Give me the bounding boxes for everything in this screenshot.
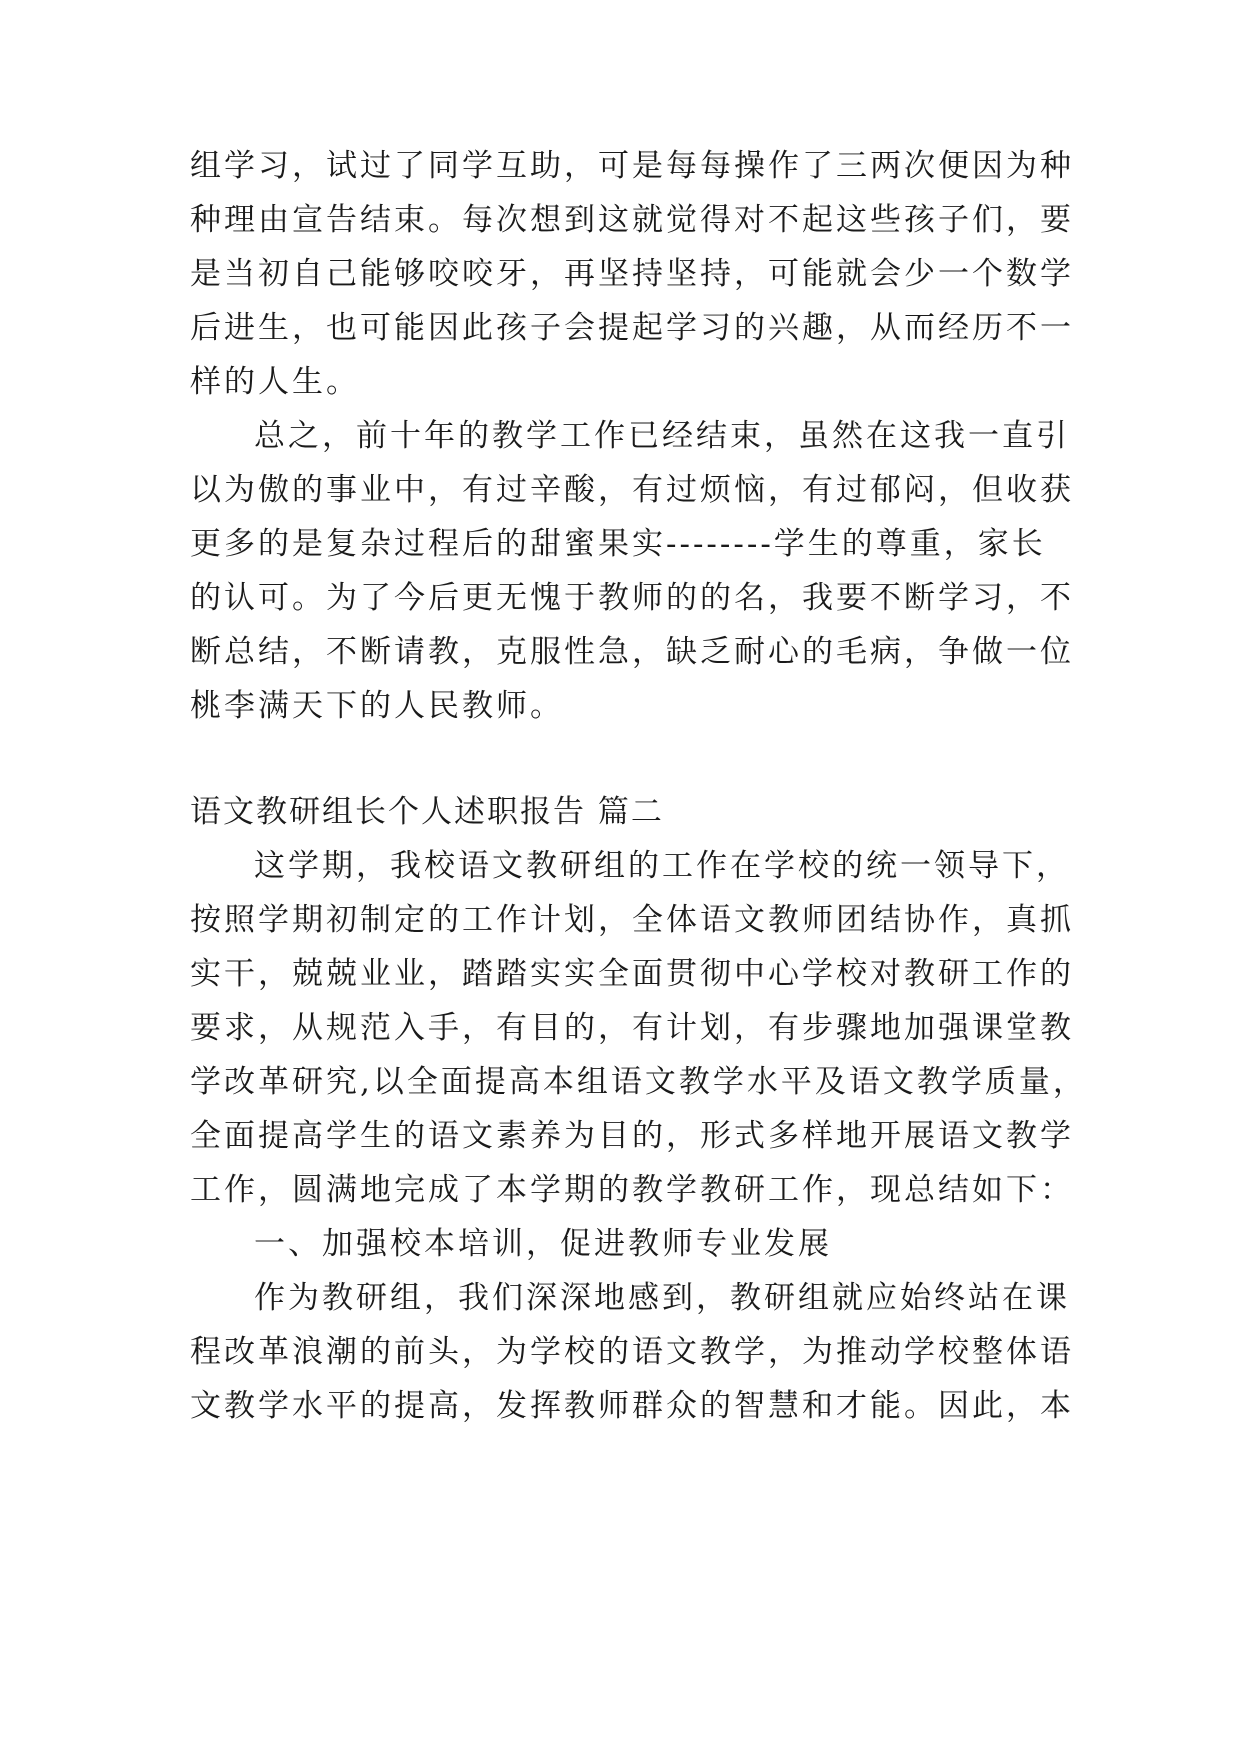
paragraph-line: 学改革研究,以全面提高本组语文教学水平及语文教学质量， xyxy=(190,1064,1087,1100)
paragraph-line: 按照学期初制定的工作计划，全体语文教师团结协作，真抓 xyxy=(190,902,1074,938)
paragraph-line: 后进生，也可能因此孩子会提起学习的兴趣，从而经历不一 xyxy=(190,310,1074,346)
paragraph-line: 文教学水平的提高，发挥教师群众的智慧和才能。因此，本 xyxy=(190,1388,1074,1424)
paragraph-line: 总之，前十年的教学工作已经结束，虽然在这我一直引 xyxy=(254,418,1070,454)
paragraph-line: 组学习，试过了同学互助，可是每每操作了三两次便因为种 xyxy=(190,148,1074,184)
paragraph-line: 要求，从规范入手，有目的，有计划，有步骤地加强课堂教 xyxy=(190,1010,1074,1046)
section-heading: 语文教研组长个人述职报告 篇二 xyxy=(190,794,664,830)
paragraph-line: 断总结，不断请教，克服性急，缺乏耐心的毛病，争做一位 xyxy=(190,634,1074,670)
paragraph-line: 是当初自己能够咬咬牙，再坚持坚持，可能就会少一个数学 xyxy=(190,256,1074,292)
paragraph-line: 全面提高学生的语文素养为目的，形式多样地开展语文教学 xyxy=(190,1118,1074,1154)
paragraph-line: 这学期，我校语文教研组的工作在学校的统一领导下， xyxy=(254,848,1070,884)
paragraph-line: 桃李满天下的人民教师。 xyxy=(190,688,564,724)
subsection-heading: 一、加强校本培训，促进教师专业发展 xyxy=(254,1226,832,1262)
paragraph-line: 的认可。为了今后更无愧于教师的的名，我要不断学习，不 xyxy=(190,580,1074,616)
paragraph-line: 以为傲的事业中，有过辛酸，有过烦恼，有过郁闷，但收获 xyxy=(190,472,1074,508)
paragraph-line: 种理由宣告结束。每次想到这就觉得对不起这些孩子们，要 xyxy=(190,202,1074,238)
paragraph-line: 程改革浪潮的前头，为学校的语文教学，为推动学校整体语 xyxy=(190,1334,1074,1370)
paragraph-line: 样的人生。 xyxy=(190,364,360,400)
paragraph-line: 更多的是复杂过程后的甜蜜果实--------学生的尊重，家长 xyxy=(190,526,1046,562)
paragraph-line: 实干，兢兢业业，踏踏实实全面贯彻中心学校对教研工作的 xyxy=(190,956,1074,992)
paragraph-line: 工作，圆满地完成了本学期的教学教研工作，现总结如下： xyxy=(190,1172,1074,1208)
paragraph-line: 作为教研组，我们深深地感到，教研组就应始终站在课 xyxy=(254,1280,1070,1316)
